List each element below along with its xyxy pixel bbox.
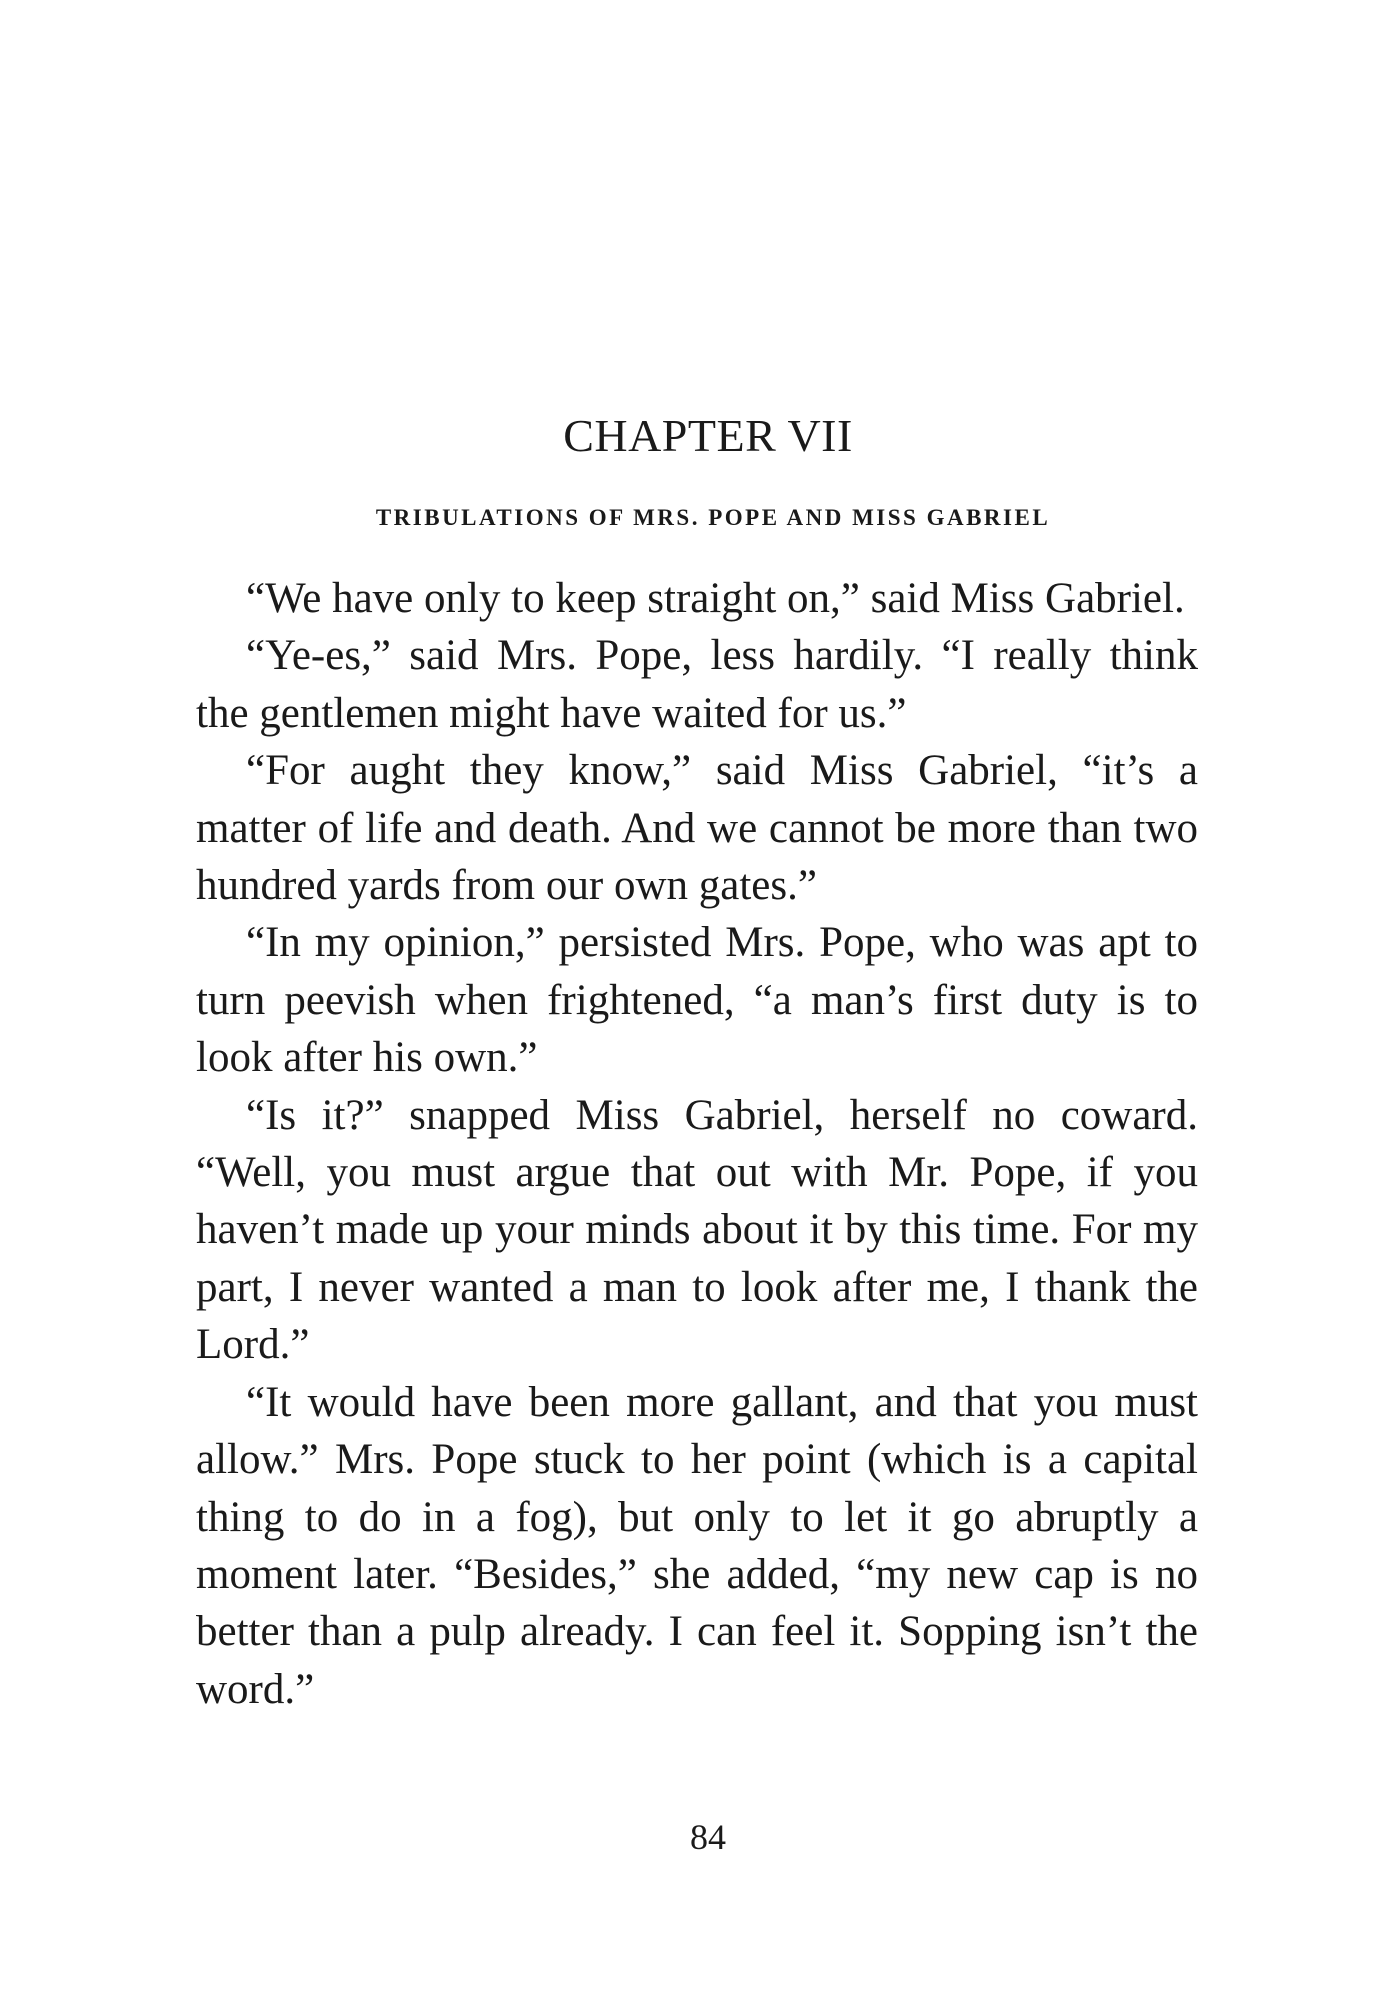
body-text xyxy=(196,570,1198,1718)
paragraph: “We have only to keep straight on,” said Miss Gabriel. xyxy=(246,575,1185,622)
paragraph: “It would have been more gallant, and that you must allow.” Mrs. Pope stuck to her point (which is a capital thing to do in a fog), but only to let it go abruptly a moment later. “Besides,” she added, “my new cap is no better than a pulp already. I can feel it. Sopping isn’t the word.” xyxy=(196,1378,1198,1713)
paragraph: “Ye-es,” said Mrs. Pope, less hardily. “I really think the gentlemen might have waited for us.” xyxy=(196,632,1198,737)
chapter-title: CHAPTER VII xyxy=(563,410,853,461)
paragraph: “In my opinion,” persisted Mrs. Pope, who was apt to turn peevish when frightened, “a man’s first duty is to look after his own.” xyxy=(196,919,1198,1082)
chapter-subtitle: TRIBULATIONS OF MRS. POPE AND MISS GABRIEL xyxy=(375,505,1051,530)
page-number: 84 xyxy=(690,1817,726,1857)
paragraph: “Is it?” snapped Miss Gabriel, herself no coward. “Well, you must argue that out with Mr. Pope, if you haven’t made up your minds about it by this time. For my part, I never wanted a man to look after me, I thank the Lord.” xyxy=(196,1091,1198,1369)
paragraph: “For aught they know,” said Miss Gabriel, “it’s a matter of life and death. And we cannot be more than two hundred yards from our own gates.” xyxy=(196,747,1198,910)
